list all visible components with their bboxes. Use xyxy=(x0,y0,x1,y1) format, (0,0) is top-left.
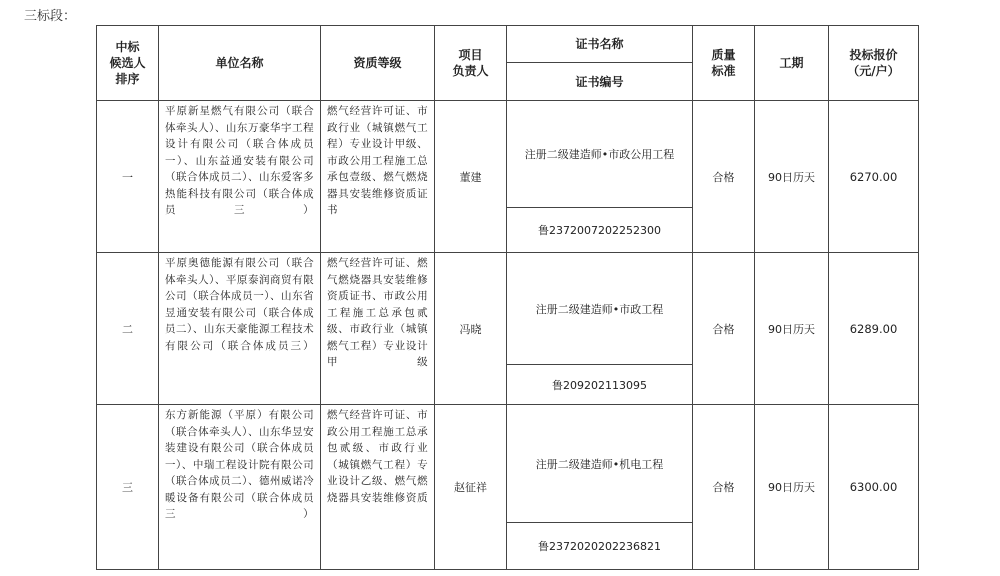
candidate-table xyxy=(96,25,919,570)
header-unit: 单位名称 xyxy=(159,26,321,101)
table-row xyxy=(97,253,919,365)
price-cell: 6300.00 xyxy=(829,405,919,570)
header-row xyxy=(97,26,919,63)
quality-cell: 合格 xyxy=(693,101,755,253)
qualification-cell: 燃气经营许可证、燃气燃烧器具安装维修资质证书、市政公用工程施工总承包贰级、市政行业（城镇燃气工程）专业设计甲级 xyxy=(321,253,435,405)
header-qualification: 资质等级 xyxy=(321,26,435,101)
header-project-manager: 项目 负责人 xyxy=(435,26,507,101)
rank-cell: 三 xyxy=(97,405,159,570)
cert-name-cell: 注册二级建造师•机电工程 xyxy=(507,405,693,523)
qualification-cell: 燃气经营许可证、市政行业（城镇燃气工程）专业设计甲级、市政公用工程施工总承包壹级、燃气燃烧器具安装维修资质证书 xyxy=(321,101,435,253)
period-cell: 90日历天 xyxy=(755,405,829,570)
price-cell: 6270.00 xyxy=(829,101,919,253)
header-cert-name: 证书名称 xyxy=(507,26,693,63)
table-row xyxy=(97,405,919,523)
cert-no-cell: 鲁209202113095 xyxy=(507,365,693,405)
unit-cell: 平原奥德能源有限公司（联合体牵头人）、平原泰润商贸有限公司（联合体成员一）、山东省昱通安装有限公司（联合体成员二）、山东天豪能源工程技术有限公司（联合体成员三） xyxy=(159,253,321,405)
project-manager-cell: 冯晓 xyxy=(435,253,507,405)
unit-cell: 东方新能源（平原）有限公司（联合体牵头人）、山东华昱安装建设有限公司（联合体成员一）、中瑞工程设计院有限公司（联合体成员二）、德州威诺冷暖设备有限公司（联合体成员三） xyxy=(159,405,321,570)
cert-no-cell: 鲁2372020202236821 xyxy=(507,523,693,570)
rank-cell: 二 xyxy=(97,253,159,405)
header-period: 工期 xyxy=(755,26,829,101)
header-price: 投标报价 （元/户） xyxy=(829,26,919,101)
project-manager-cell: 董建 xyxy=(435,101,507,253)
project-manager-cell: 赵征祥 xyxy=(435,405,507,570)
quality-cell: 合格 xyxy=(693,405,755,570)
section-title: 三标段： xyxy=(24,9,77,24)
header-cert-no: 证书编号 xyxy=(507,63,693,101)
quality-cell: 合格 xyxy=(693,253,755,405)
rank-cell: 一 xyxy=(97,101,159,253)
cert-name-cell: 注册二级建造师•市政公用工程 xyxy=(507,101,693,208)
qualification-cell: 燃气经营许可证、市政公用工程施工总承包贰级、市政行业（城镇燃气工程）专业设计乙级、燃气燃烧器具安装维修资质 xyxy=(321,405,435,570)
table-row xyxy=(97,101,919,208)
header-quality: 质量 标准 xyxy=(693,26,755,101)
price-cell: 6289.00 xyxy=(829,253,919,405)
cert-no-cell: 鲁2372007202252300 xyxy=(507,208,693,253)
unit-cell: 平原新星燃气有限公司（联合体牵头人）、山东万豪华宇工程设计有限公司（联合体成员一）、山东益通安装有限公司（联合体成员二）、山东爱客多热能科技有限公司（联合体成员三） xyxy=(159,101,321,253)
period-cell: 90日历天 xyxy=(755,253,829,405)
header-rank: 中标 候选人 排序 xyxy=(97,26,159,101)
cert-name-cell: 注册二级建造师•市政工程 xyxy=(507,253,693,365)
period-cell: 90日历天 xyxy=(755,101,829,253)
